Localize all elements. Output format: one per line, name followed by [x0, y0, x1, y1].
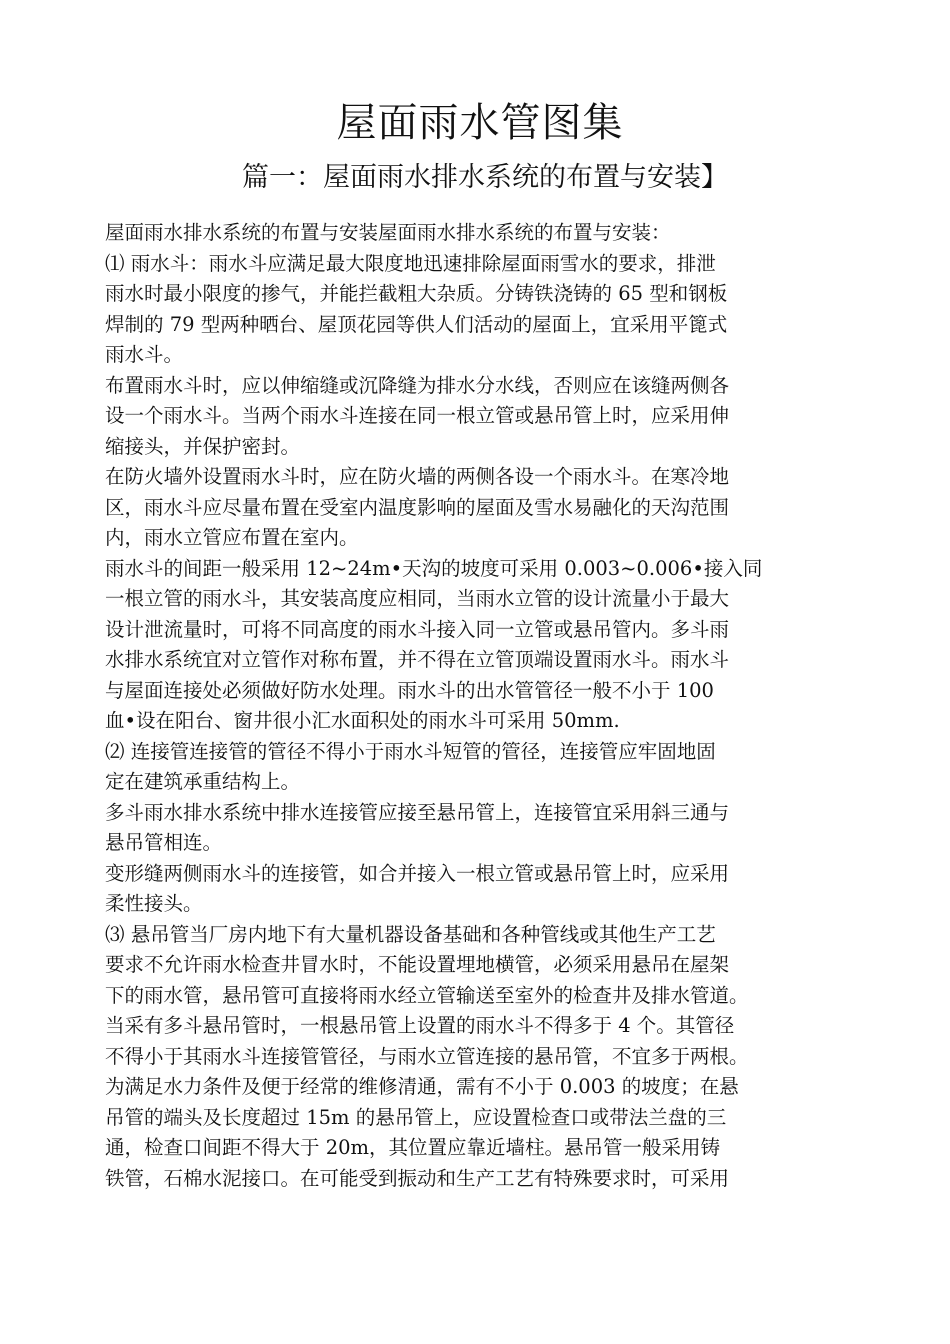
text-line: 通，检查口间距不得大于 20m，其位置应靠近墙柱。悬吊管一般采用铸 [105, 1136, 721, 1159]
text-line: 缩接头，并保护密封。 [105, 434, 301, 458]
text-line: 吊管的端头及长度超过 15m 的悬吊管上，应设置检查口或带法兰盘的三 [105, 1105, 727, 1129]
text-line: 当采有多斗悬吊管时，一根悬吊管上设置的雨水斗不得多于 4 个。其管径 [105, 1014, 735, 1037]
text-line: ⑵ 连接管连接管的管径不得小于雨水斗短管的管径，连接管应牢固地固 [105, 739, 716, 763]
text-line: 雨水斗的间距一般采用 12~24m•天沟的坡度可采用 0.003~0.006•接入同 [105, 556, 763, 580]
text-line: 雨水时最小限度的掺气，并能拦截粗大杂质。分铸铁浇铸的 65 型和钢板 [105, 282, 728, 305]
text-line: 设一个雨水斗。当两个雨水斗连接在同一根立管或悬吊管上时，应采用伸 [105, 404, 730, 427]
text-line: 为满足水力条件及便于经常的维修清通，需有不小于 0.003 的坡度；在悬 [105, 1075, 739, 1098]
text-line: 多斗雨水排水系统中排水连接管应接至悬吊管上，连接管宜采用斜三通与 [105, 800, 730, 824]
text-line: 布置雨水斗时，应以伸缩缝或沉降缝为排水分水线，否则应在该缝两侧各 [105, 373, 730, 397]
text-line: 设计泄流量时，可将不同高度的雨水斗接入同一立管或悬吊管内。多斗雨 [105, 617, 730, 641]
text-line: 内，雨水立管应布置在室内。 [105, 526, 359, 549]
text-line: 下的雨水管，悬吊管可直接将雨水经立管输送至室外的检查井及排水管道。 [105, 983, 749, 1007]
text-line: ⑴ 雨水斗：雨水斗应满足最大限度地迅速排除屋面雨雪水的要求，排泄 [105, 251, 716, 275]
text-line: 不得小于其雨水斗连接管管径，与雨水立管连接的悬吊管，不宜多于两根。 [105, 1044, 749, 1068]
text-line: 与屋面连接处必须做好防水处理。雨水斗的出水管管径一般不小于 100 [105, 678, 714, 702]
document-subtitle: 篇一：屋面雨水排水系统的布置与安装】 [242, 162, 728, 193]
text-line: 铁管，石棉水泥接口。在可能受到振动和生产工艺有特殊要求时，可采用 [105, 1166, 730, 1190]
text-line: 区，雨水斗应尽量布置在受室内温度影响的屋面及雪水易融化的天沟范围 [105, 495, 730, 519]
text-line: 屋面雨水排水系统的布置与安装屋面雨水排水系统的布置与安装： [105, 221, 671, 244]
text-line: ⑶ 悬吊管当厂房内地下有大量机器设备基础和各种管线或其他生产工艺 [105, 922, 716, 946]
document-title: 屋面雨水管图集 [336, 100, 624, 146]
text-line: 血•设在阳台、窗井很小汇水面积处的雨水斗可采用 50mm. [105, 709, 620, 732]
text-line: 要求不允许雨水检查井冒水时，不能设置埋地横管，必须采用悬吊在屋架 [105, 953, 730, 976]
body-text [105, 218, 875, 1194]
text-line: 在防火墙外设置雨水斗时，应在防火墙的两侧各设一个雨水斗。在寒冷地 [105, 465, 730, 488]
text-line: 柔性接头。 [105, 892, 203, 915]
text-line: 定在建筑承重结构上。 [105, 770, 301, 793]
text-line: 悬吊管相连。 [105, 831, 223, 854]
text-line: 雨水斗。 [105, 343, 184, 366]
text-line: 一根立管的雨水斗，其安装高度应相同，当雨水立管的设计流量小于最大 [105, 587, 730, 610]
text-line: 焊制的 79 型两种晒台、屋顶花园等供人们活动的屋面上，宜采用平篦式 [105, 312, 728, 336]
text-line: 变形缝两侧雨水斗的连接管，如合并接入一根立管或悬吊管上时，应采用 [105, 861, 730, 885]
text-line: 水排水系统宜对立管作对称布置，并不得在立管顶端设置雨水斗。雨水斗 [105, 648, 730, 671]
